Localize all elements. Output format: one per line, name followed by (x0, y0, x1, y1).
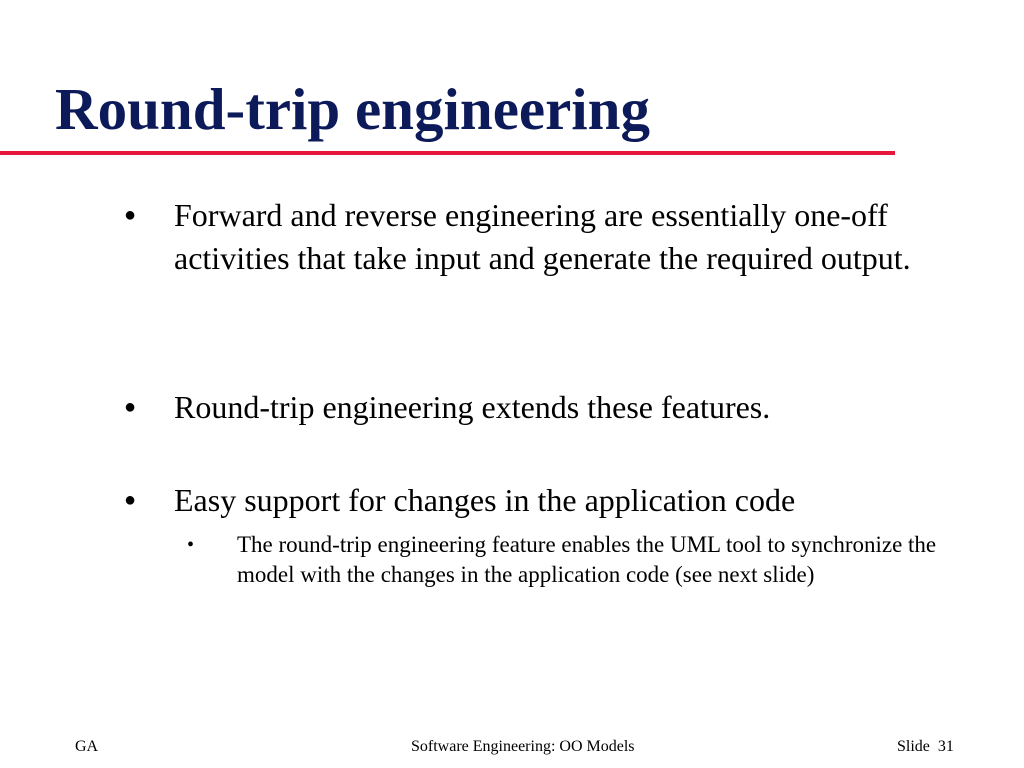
sub-bullet-marker: • (187, 534, 195, 556)
bullet-marker: ● (124, 204, 137, 226)
sub-bullet-item (187, 530, 977, 590)
slide-title: Round-trip engineering (55, 76, 650, 142)
footer-left: GA (75, 738, 99, 755)
footer-slide-number: Slide 31 (897, 738, 954, 755)
bullet-item (124, 479, 974, 522)
sub-bullet-text: The round-trip engineering feature enables the UML tool to synchronize the model with the changes in the application code (see next slide) (237, 532, 937, 587)
bullet-item (124, 386, 974, 429)
bullet-marker: ● (124, 396, 137, 418)
bullet-text: Round-trip engineering extends these features. (174, 389, 771, 425)
bullet-item (124, 194, 974, 280)
bullet-marker: ● (124, 489, 137, 511)
title-underline (0, 151, 895, 155)
footer-center: Software Engineering: OO Models (411, 738, 635, 755)
bullet-text: Forward and reverse engineering are essentially one-off activities that take input and generate the required output. (174, 197, 911, 276)
bullet-text: Easy support for changes in the application code (174, 482, 796, 518)
